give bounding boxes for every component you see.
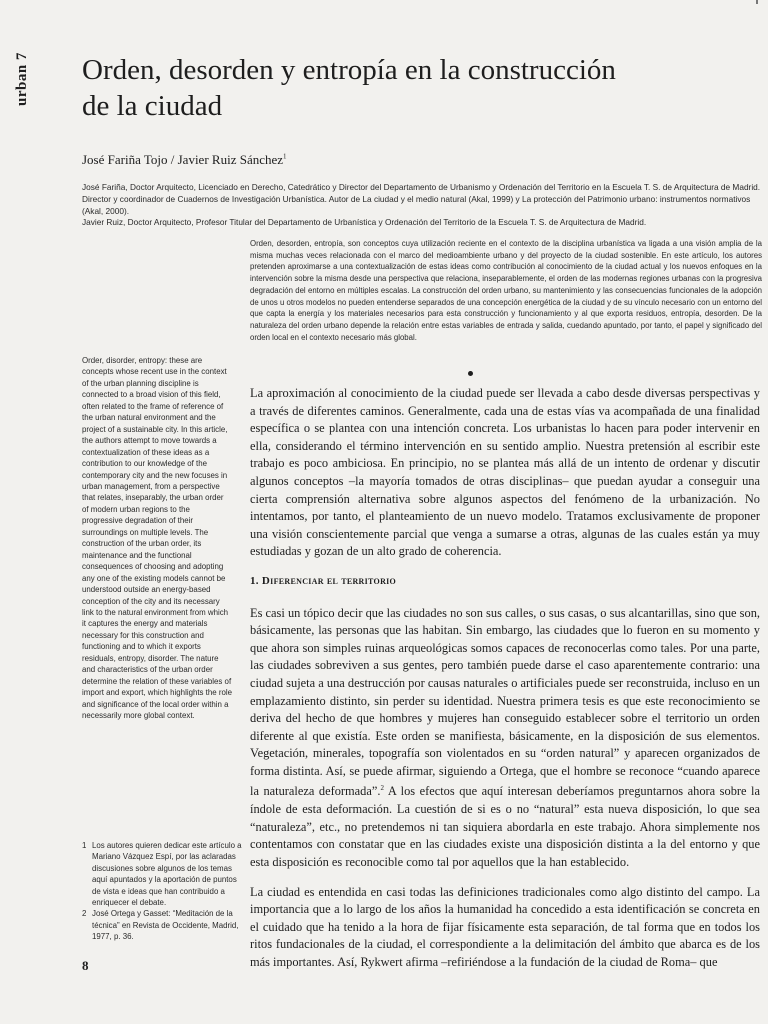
bio-ruiz: Javier Ruiz, Doctor Arquitecto, Profesor Titular del Departamento de Urbanística y Ordenación del Territorio de la Escuela T. S. de Arquitectura de Madrid.: [82, 217, 647, 228]
page-edge-mark: [756, 0, 758, 4]
body-paragraph-2: [250, 605, 760, 872]
article-authors: [82, 152, 287, 168]
authors-footnote-mark: 1: [283, 152, 287, 161]
body-paragraph-3: La ciudad es entendida en casi todas las definiciones tradicionales como algo distinto del campo. La importancia que a lo largo de los años la humanidad ha concedido a esta identificación se concreta en el cuidado que ha tenido a la hora de fijar físicamente esta separación, de tal forma que en todos los ritos fundacionales de la ciudad, el correspondiente a la delimitación del ámbito que abarca es de los más importantes. Así, Rykwert afirma –refiriéndose a la fundación de la ciudad de Roma– que: [250, 884, 760, 969]
journal-side-label: urban 7: [14, 52, 30, 106]
footnote-1: [82, 840, 242, 908]
footnote-text: Los autores quieren dedicar este artículo a Mariano Vázquez Espí, por las aclaradas discusiones sobre algunos de los temas aquí apuntados y la aportación de puntos de vista e ideas que han contribuido a enriquecer el debate.: [92, 841, 242, 908]
authors-text: José Fariña Tojo / Javier Ruiz Sánchez: [82, 152, 284, 167]
footnote-text: José Ortega y Gasset: “Meditación de la técnica” en Revista de Occidente, Madrid, 1977, p. 36.: [92, 909, 239, 942]
footnote-number: 1: [82, 841, 87, 850]
section-number: 1.: [250, 574, 259, 587]
author-bio: [82, 182, 762, 229]
section-title: Diferenciar el territorio: [261, 574, 397, 587]
footnote-ref-2: 2: [380, 784, 384, 793]
article-title: [82, 52, 722, 124]
footnotes: [82, 840, 242, 943]
bio-farina: José Fariña, Doctor Arquitecto, Licenciado en Derecho, Catedrático y Director del Departamento de Urbanismo y Ordenación del Territorio en la Escuela T. S. de Arquitectura de Madrid. Director y coordinador de Cuadernos de Investigación Urbanística. Autor de La ciudad y el medio natural (Akal, 1999) y La protección del Patrimonio urbano: instrumentos normativos (Akal, 2000).: [82, 182, 761, 216]
article-title-line1: Orden, desorden y entropía en la construcción: [82, 54, 616, 86]
footnote-number: 2: [82, 909, 87, 919]
footnote-2: [82, 908, 242, 942]
body-paragraph-2-a: Es casi un tópico decir que las ciudades no son sus calles, o sus casas, o sus alcantarillas, sino que son, básicamente, las personas que las habitan. Sin embargo, las ciudades que lo fueron en su momento y que ahora son simples ruinas arqueológicas somos capaces de reconocerlas como tales. Por una parte, las ciudades sobreviven a sus gentes, pero también puede darse el caso aparentemente contrario: una ciudad sujeta a una destrucción por causas naturales o artificiales puede ser reconstruida, incluso en un emplazamiento distinto, sin perder su identidad. Nuestra primera tesis es que este reconocimiento se deriva del hecho de que hombres y mujeres han conseguido establecer sobre el territorio un orden diferente al que existía. Este orden se manifiesta, básicamente, en la disposición de sus elementos. Vegetación, minerales, topografía son violentados en su “orden natural” y aparecen organizados de forma distinta. Así, se puede afirmar, siguiendo a Ortega, que el hombre se reconoce “cuando aparece la naturaleza deformada”.: [250, 605, 760, 799]
body-paragraph-2-b: A los efectos que aquí interesan deberíamos preguntarnos ahora sobre la índole de esta deformación. La cuestión de si es o no “natural” esta nueva disposición, lo que sea “naturaleza”, etc., no pretendemos ni tan siquiera abordarla en este trabajo. Ahora simplemente nos contentamos con constatar que en las ciudades existe una disposición distinta a la del entorno y que esta disposición es reconocible como tal por aquellos que la han establecido.: [250, 784, 760, 869]
abstract-spanish: Orden, desorden, entropía, son conceptos cuya utilización reciente en el contexto de la disciplina urbanística va ligada a una visión amplia de la misma muchas veces relacionada con el marco del medioambiente urbano y del proyecto de la ciudad sostenible. En este artículo, los autores pretenden aproximarse a una contextualización de estas ideas como contribución al conocimiento de la ciudad actual y los nuevos enfoques en la intervención sobre la misma desde una perspectiva que relaciona, inseparablemente, el orden de las modernas regiones urbanas con la progresiva degradación del entorno en múltiples escalas. La construcción del orden urbano, su mantenimiento y las consecuencias funcionales de la adopción de unos u otros modelos no pueden entenderse separados de una concepción energética de la ciudad y de su vínculo necesario con un entorno del que capta la energía y los materiales necesarios para esta construcción y funcionamiento y al que exporta residuos, entropía, desorden. De la naturaleza del orden urbano depende la relación entre estas variables de entrada y salida, cuedando apuntado, por tanto, el papel y significado del orden local en el contexto necesario más global.: [250, 239, 762, 342]
body-paragraph-intro: La aproximación al conocimiento de la ciudad puede ser llevada a cabo desde diversas perspectivas y a través de diferentes caminos. Generalmente, cada una de estas vías va acompañada de una finalidad específica o se plantea con una intención concreta. Los urbanistas lo hacen para poder intervenir en ella, considerando el término intervención en su sentido amplio. Nuestra pretensión al escribir este trabajo es poco ambiciosa. En principio, no se plantea más allá de un intento de ordenar y discutir algunos conceptos –la mayoría tomados de otras disciplinas– que puedan ayudar a conseguir una cierta comprensión alternativa sobre algunos aspectos del fenómeno de la urbanización. No intentamos, por tanto, el planteamiento de un nuevo modelo. Tratamos exclusivamente de proponer una visión conscientemente parcial que venga a sumarse a otras, algunas de las cuales están ya muy estudiadas y gozan de un alto grado de coherencia.: [250, 386, 760, 559]
abstract-english: Order, disorder, entropy: these are concepts whose recent use in the context of the urban planning discipline is connected to a broad vision of this field, often related to the frame of reference of the urban natural environment and the project of a sustainable city. In this article, the authors attempt to move towards a contextualization of these ideas as a contribution to our knowledge of the contemporary city and the new focuses in urban management, from a perspective that relates, inseparably, the urban order of modern urban regions to the progressive degradation of their surroundings on multiple levels. The construction of the urban order, its maintenance and the functional consequences of choosing and adopting any one of the existing models cannot be understood outside an energy-based conception of the city and its necessary link to the natural environment from which it captures the energy and materials necessary for this construction and functioning and to which it exports residuals, entropy, disorder. The nature and characteristics of the urban order determine the relation of these variables of import and export, which highlights the role and significance of the local order within a necessarily more global context.: [82, 356, 233, 721]
article-body: [250, 385, 760, 984]
section-heading: [250, 573, 760, 591]
page-number: 8: [82, 958, 89, 973]
article-title-line2: de la ciudad: [82, 90, 223, 122]
section-divider-dot: [468, 371, 473, 376]
